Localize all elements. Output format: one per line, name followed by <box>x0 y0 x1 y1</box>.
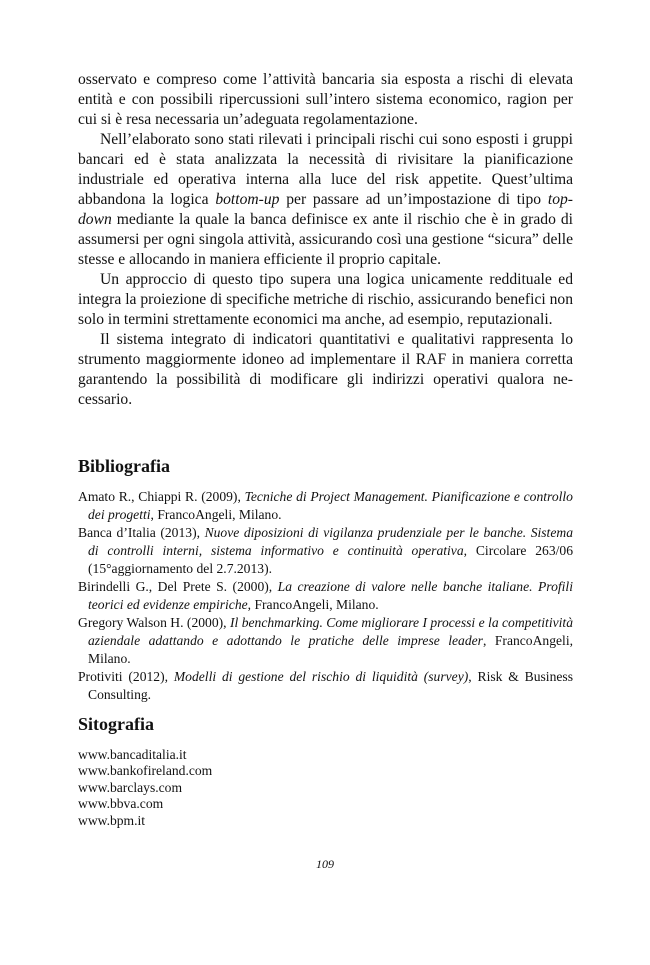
paragraph-2-part-a: Nell’elaborato sono stati rilevati i principali rischi cui sono esposti i gruppi bancari ed è stata analizzata la necessità di rivisitare la pianificazione industriale ed operativa interna alla luce del risk appetite. Quest’ultima abbandona la logica <box>78 131 573 208</box>
paragraph-1: osservato e compreso come l’attività bancaria sia esposta a rischi di elevata entità e con possibili ripercussioni sull’intero sistema economico, ragion per cui si è resa necessaria un’adeguata regolamentazione. <box>78 71 573 128</box>
entry-author: Amato R., Chiappi R. (2009), <box>78 489 245 504</box>
website-link: www.bancaditalia.it <box>78 747 187 762</box>
website-link: www.bankofireland.com <box>78 763 213 779</box>
page-number: 109 <box>316 857 334 871</box>
bibliography-list <box>78 488 573 704</box>
website-link: www.bbva.com <box>78 796 164 812</box>
paragraph-4: Il sistema integrato di indicatori quantitativi e qualitativi rappresenta lo strumento maggiormente idoneo ad implementare il RAF in maniera corretta garantendo la possibilità di modificare gli indirizzi operativi qualora necessario. <box>78 331 573 408</box>
entry-author: Gregory Walson H. (2000), <box>78 615 230 630</box>
entry-publisher: , FrancoAngeli, Milano. <box>88 633 574 666</box>
paragraph-2 <box>78 130 573 270</box>
bibliography-entry <box>78 668 573 704</box>
entry-publisher: , Circolare 263/06 (15°aggiornamento del 2.7.2013). <box>88 543 573 576</box>
website-link: www.barclays.com <box>78 779 183 795</box>
bibliography-entry <box>78 488 573 524</box>
paragraph-2-part-c: per passare ad un’impostazione di tipo <box>279 191 548 208</box>
body-text <box>78 70 573 410</box>
entry-title: La creazione di valore nelle banche italiane. Profili teorici ed evidenze empiriche <box>88 579 573 612</box>
bibliography-entry <box>78 578 573 614</box>
entry-author: Protiviti (2012), <box>78 669 174 684</box>
entry-author: Banca d’Italia (2013), <box>78 525 205 540</box>
bibliography-entry <box>78 524 573 578</box>
entry-author: Birindelli G., Del Prete S. (2000), <box>78 579 278 594</box>
bibliography-entry <box>78 614 573 668</box>
entry-publisher: , FrancoAngeli, Milano. <box>150 507 282 522</box>
bibliography-heading: Bibliografia <box>78 456 171 476</box>
entry-title: Nuove diposizioni di vigilanza prudenziale per le banche. Sistema di controlli interni, sistema informativo e continuità operativa <box>88 525 573 558</box>
entry-publisher: , FrancoAngeli, Milano. <box>247 597 379 612</box>
entry-title: Il benchmarking. Come migliorare I processi e la competitività aziendale adattando e adottando le pratiche delle imprese leader <box>88 615 573 648</box>
term-bottom-up: bottom-up <box>215 191 280 208</box>
sitography-heading: Sitografia <box>78 714 154 734</box>
entry-title: Tecniche di Project Management. Pianificazione e controllo dei progetti <box>88 489 573 522</box>
website-link: www.bpm.it <box>78 812 146 828</box>
entry-publisher: , Risk & Business Consulting. <box>88 669 573 702</box>
paragraph-3: Un approccio di questo tipo supera una logica unicamente reddituale ed integra la proiezione di specifiche metriche di rischio, assicurando benefici non solo in termini strettamente economici ma anche, ad esempio, reputazionali. <box>78 271 573 328</box>
paragraph-2-part-e: mediante la quale la banca definisce ex ante il rischio che è in grado di assumersi per ogni singola attività, assicurando così una gestione “sicura” delle stesse e allocando in maniera efficiente il proprio capitale. <box>78 211 573 268</box>
entry-title: Modelli di gestione del rischio di liquidità (survey) <box>173 669 469 684</box>
term-top-down: top-down <box>78 191 573 228</box>
sitography-list <box>78 747 212 829</box>
